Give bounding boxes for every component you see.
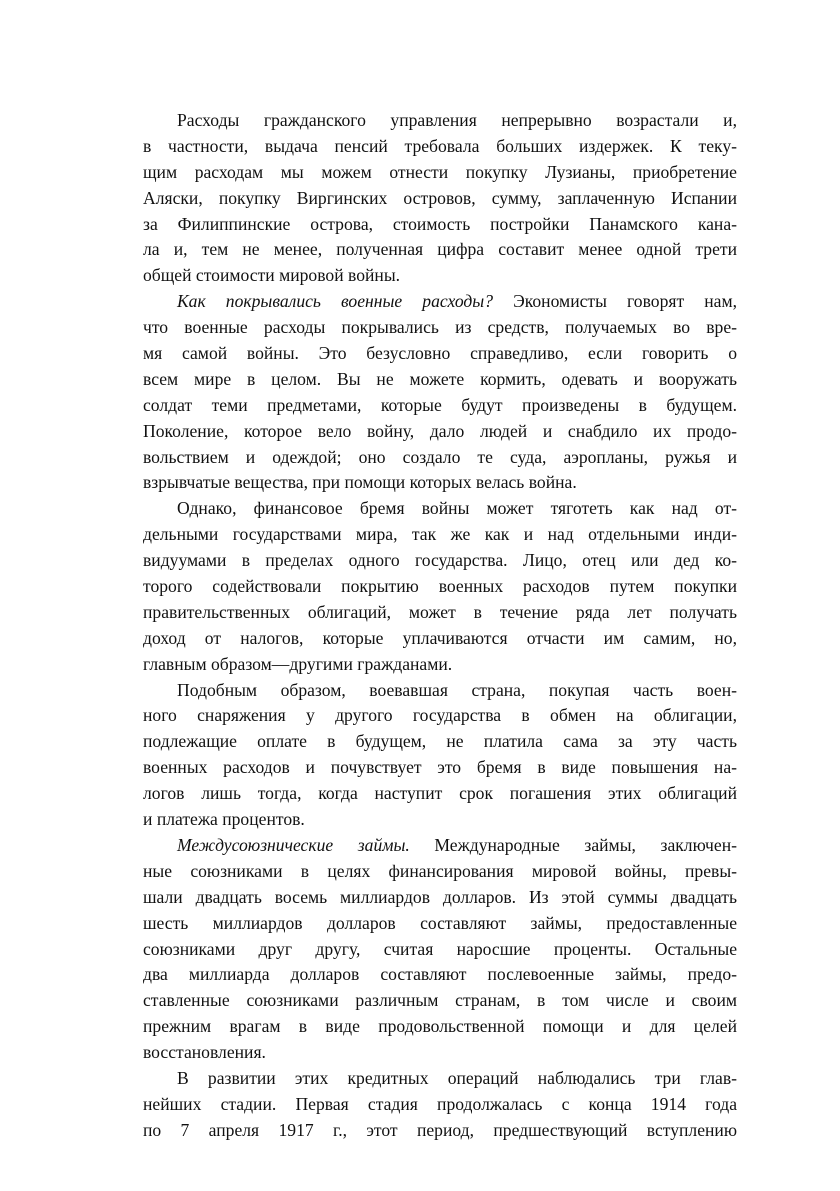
paragraph-3 — [143, 496, 737, 677]
text-line: что военные расходы покрывались из средств, получаемых во вре- — [143, 317, 737, 338]
section-heading: Междусоюзнические займы. — [177, 834, 410, 855]
text-line — [143, 289, 737, 315]
paragraph-5 — [143, 833, 737, 1066]
text-line: всем мире в целом. Вы не можете кормить, одевать и вооружать — [143, 368, 737, 389]
text-line: общей стоимости мировой войны. — [143, 265, 401, 286]
section-heading: Как покрывались военные расходы? — [177, 291, 494, 312]
text-line: взрывчатые вещества, при помощи которых велась война. — [143, 472, 577, 493]
text-line: видуумами в пределах одного государства. Лицо, отец или дед ко- — [143, 550, 737, 571]
text-line: Расходы гражданского управления непрерывно возрастали и, — [177, 110, 737, 130]
text-line: В развитии этих кредитных операций наблюдались три глав- — [177, 1067, 737, 1088]
text-line: подлежащие оплате в будущем, не платила сама за эту часть — [143, 731, 737, 752]
text-line: Подобным образом, воевавшая страна, покупая часть воен- — [177, 679, 737, 700]
text-line: шали двадцать восемь миллиардов долларов. Из этой суммы двадцать — [143, 886, 737, 907]
text-line: торого содействовали покрытию военных расходов путем покупки — [143, 576, 737, 597]
text-line: вольствием и одеждой; оно создало те суда, аэропланы, ружья и — [143, 446, 737, 467]
text-line: военных расходов и почувствует это бремя в виде повышения на- — [143, 757, 737, 778]
text-line: Однако, финансовое бремя войны может тяготеть как над от- — [177, 498, 737, 519]
paragraph-1 — [143, 108, 737, 289]
page-text — [143, 108, 737, 1144]
text-fragment: Экономисты говорят нам, — [493, 291, 737, 312]
text-line: доход от налогов, которые уплачиваются отчасти им самим, но, — [143, 627, 737, 648]
text-line: Аляски, покупку Виргинских островов, сумму, заплаченную Испании — [143, 187, 737, 208]
paragraph-2 — [143, 289, 737, 496]
paragraph-4 — [143, 678, 737, 833]
text-line: прежним врагам в виде продовольственной помощи и для целей — [143, 1016, 737, 1037]
text-line: по 7 апреля 1917 г., этот период, предшествующий вступлению — [143, 1119, 737, 1140]
text-line: шесть миллиардов долларов составляют займы, предоставленные — [143, 912, 737, 933]
text-line: дельными государствами мира, так же как и над отдельными инди- — [143, 524, 737, 545]
text-line: щим расходам мы можем отнести покупку Лузианы, приобретение — [143, 161, 737, 182]
text-line: ные союзниками в целях финансирования мировой войны, превы- — [143, 860, 737, 881]
text-line — [143, 833, 737, 859]
text-fragment: Международные займы, заключен- — [409, 834, 737, 855]
text-line: Поколение, которое вело войну, дало людей и снабдило их продо- — [143, 420, 737, 441]
text-line: ла и, тем не менее, полученная цифра составит менее одной трети — [143, 239, 737, 260]
text-line: восстановления. — [143, 1042, 266, 1063]
text-line: два миллиарда долларов составляют послевоенные займы, предо- — [143, 964, 737, 985]
text-line: правительственных облигаций, может в течение ряда лет получать — [143, 601, 737, 622]
text-line: солдат теми предметами, которые будут произведены в будущем. — [143, 394, 737, 415]
text-line: за Филиппинские острова, стоимость постройки Панамского кана- — [143, 213, 737, 234]
text-line: главным образом—другими гражданами. — [143, 653, 453, 674]
text-line: ного снаряжения у другого государства в обмен на облигации, — [143, 705, 737, 726]
text-line: логов лишь тогда, когда наступит срок погашения этих облигаций — [143, 783, 737, 804]
text-line: и платежа процентов. — [143, 809, 305, 830]
text-line: союзниками друг другу, считая наросшие проценты. Остальные — [143, 938, 737, 959]
text-line: в частности, выдача пенсий требовала больших издержек. К теку- — [143, 135, 737, 156]
paragraph-6 — [143, 1066, 737, 1144]
text-line: нейших стадии. Первая стадия продолжалась с конца 1914 года — [143, 1093, 737, 1114]
text-line: мя самой войны. Это безусловно справедливо, если говорить о — [143, 343, 737, 364]
text-line: ставленные союзниками различным странам, в том числе и своим — [143, 990, 737, 1011]
